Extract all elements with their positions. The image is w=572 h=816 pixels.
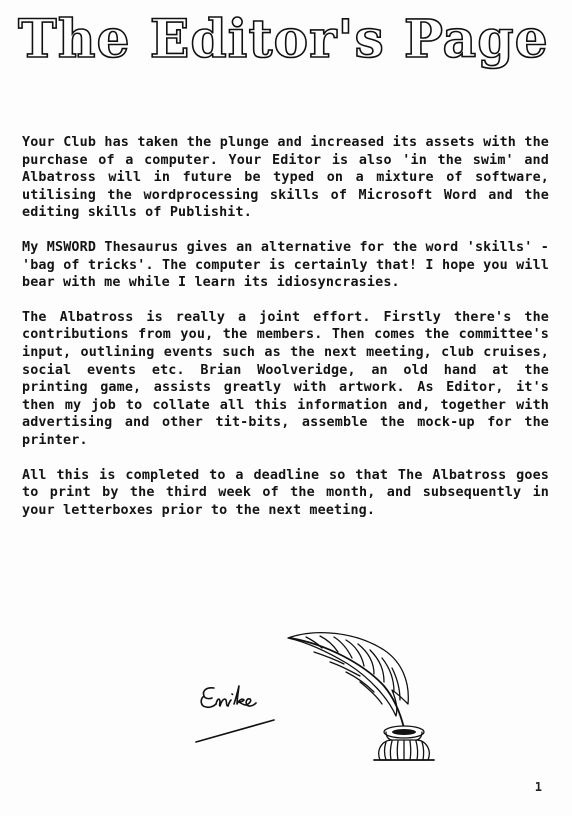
page-title: The Editor's Page — [18, 9, 549, 70]
paragraph-1: Your Club has taken the plunge and increased its assets with the purchase of a computer. Your Editor is also 'in the swim' and Albatross will in future be typed on a mixture of software, utilising the wordprocessing skills of Microsoft Word and the editing skills of Publishit. — [22, 135, 549, 221]
paragraph-3: The Albatross is really a joint effort. Firstly there's the contributions from you, the members. Then comes the committee's input, outlining events such as the next meeting, club cruises, social events etc. Brian Woolveridge, an old hand at the printing game, assists greatly with artwork. As Editor, it's then my job to collate all this information and, together with advertising and other tit-bits, assemble the mock-up for the printer. — [22, 309, 549, 448]
article-body — [22, 134, 549, 536]
paragraph-2: My MSWORD Thesaurus gives an alternative for the word 'skills' - 'bag of tricks'. The computer is certainly that! I hope you will bear with me while I learn its idiosyncrasies. — [22, 239, 549, 291]
handwritten-signature-icon — [192, 676, 282, 756]
paragraph-4: All this is completed to a deadline so that The Albatross goes to print by the third week of the month, and subsequently in your letterboxes prior to the next meeting. — [22, 467, 549, 518]
page-number: 1 — [534, 780, 542, 794]
quill-and-inkwell-icon — [286, 628, 456, 764]
